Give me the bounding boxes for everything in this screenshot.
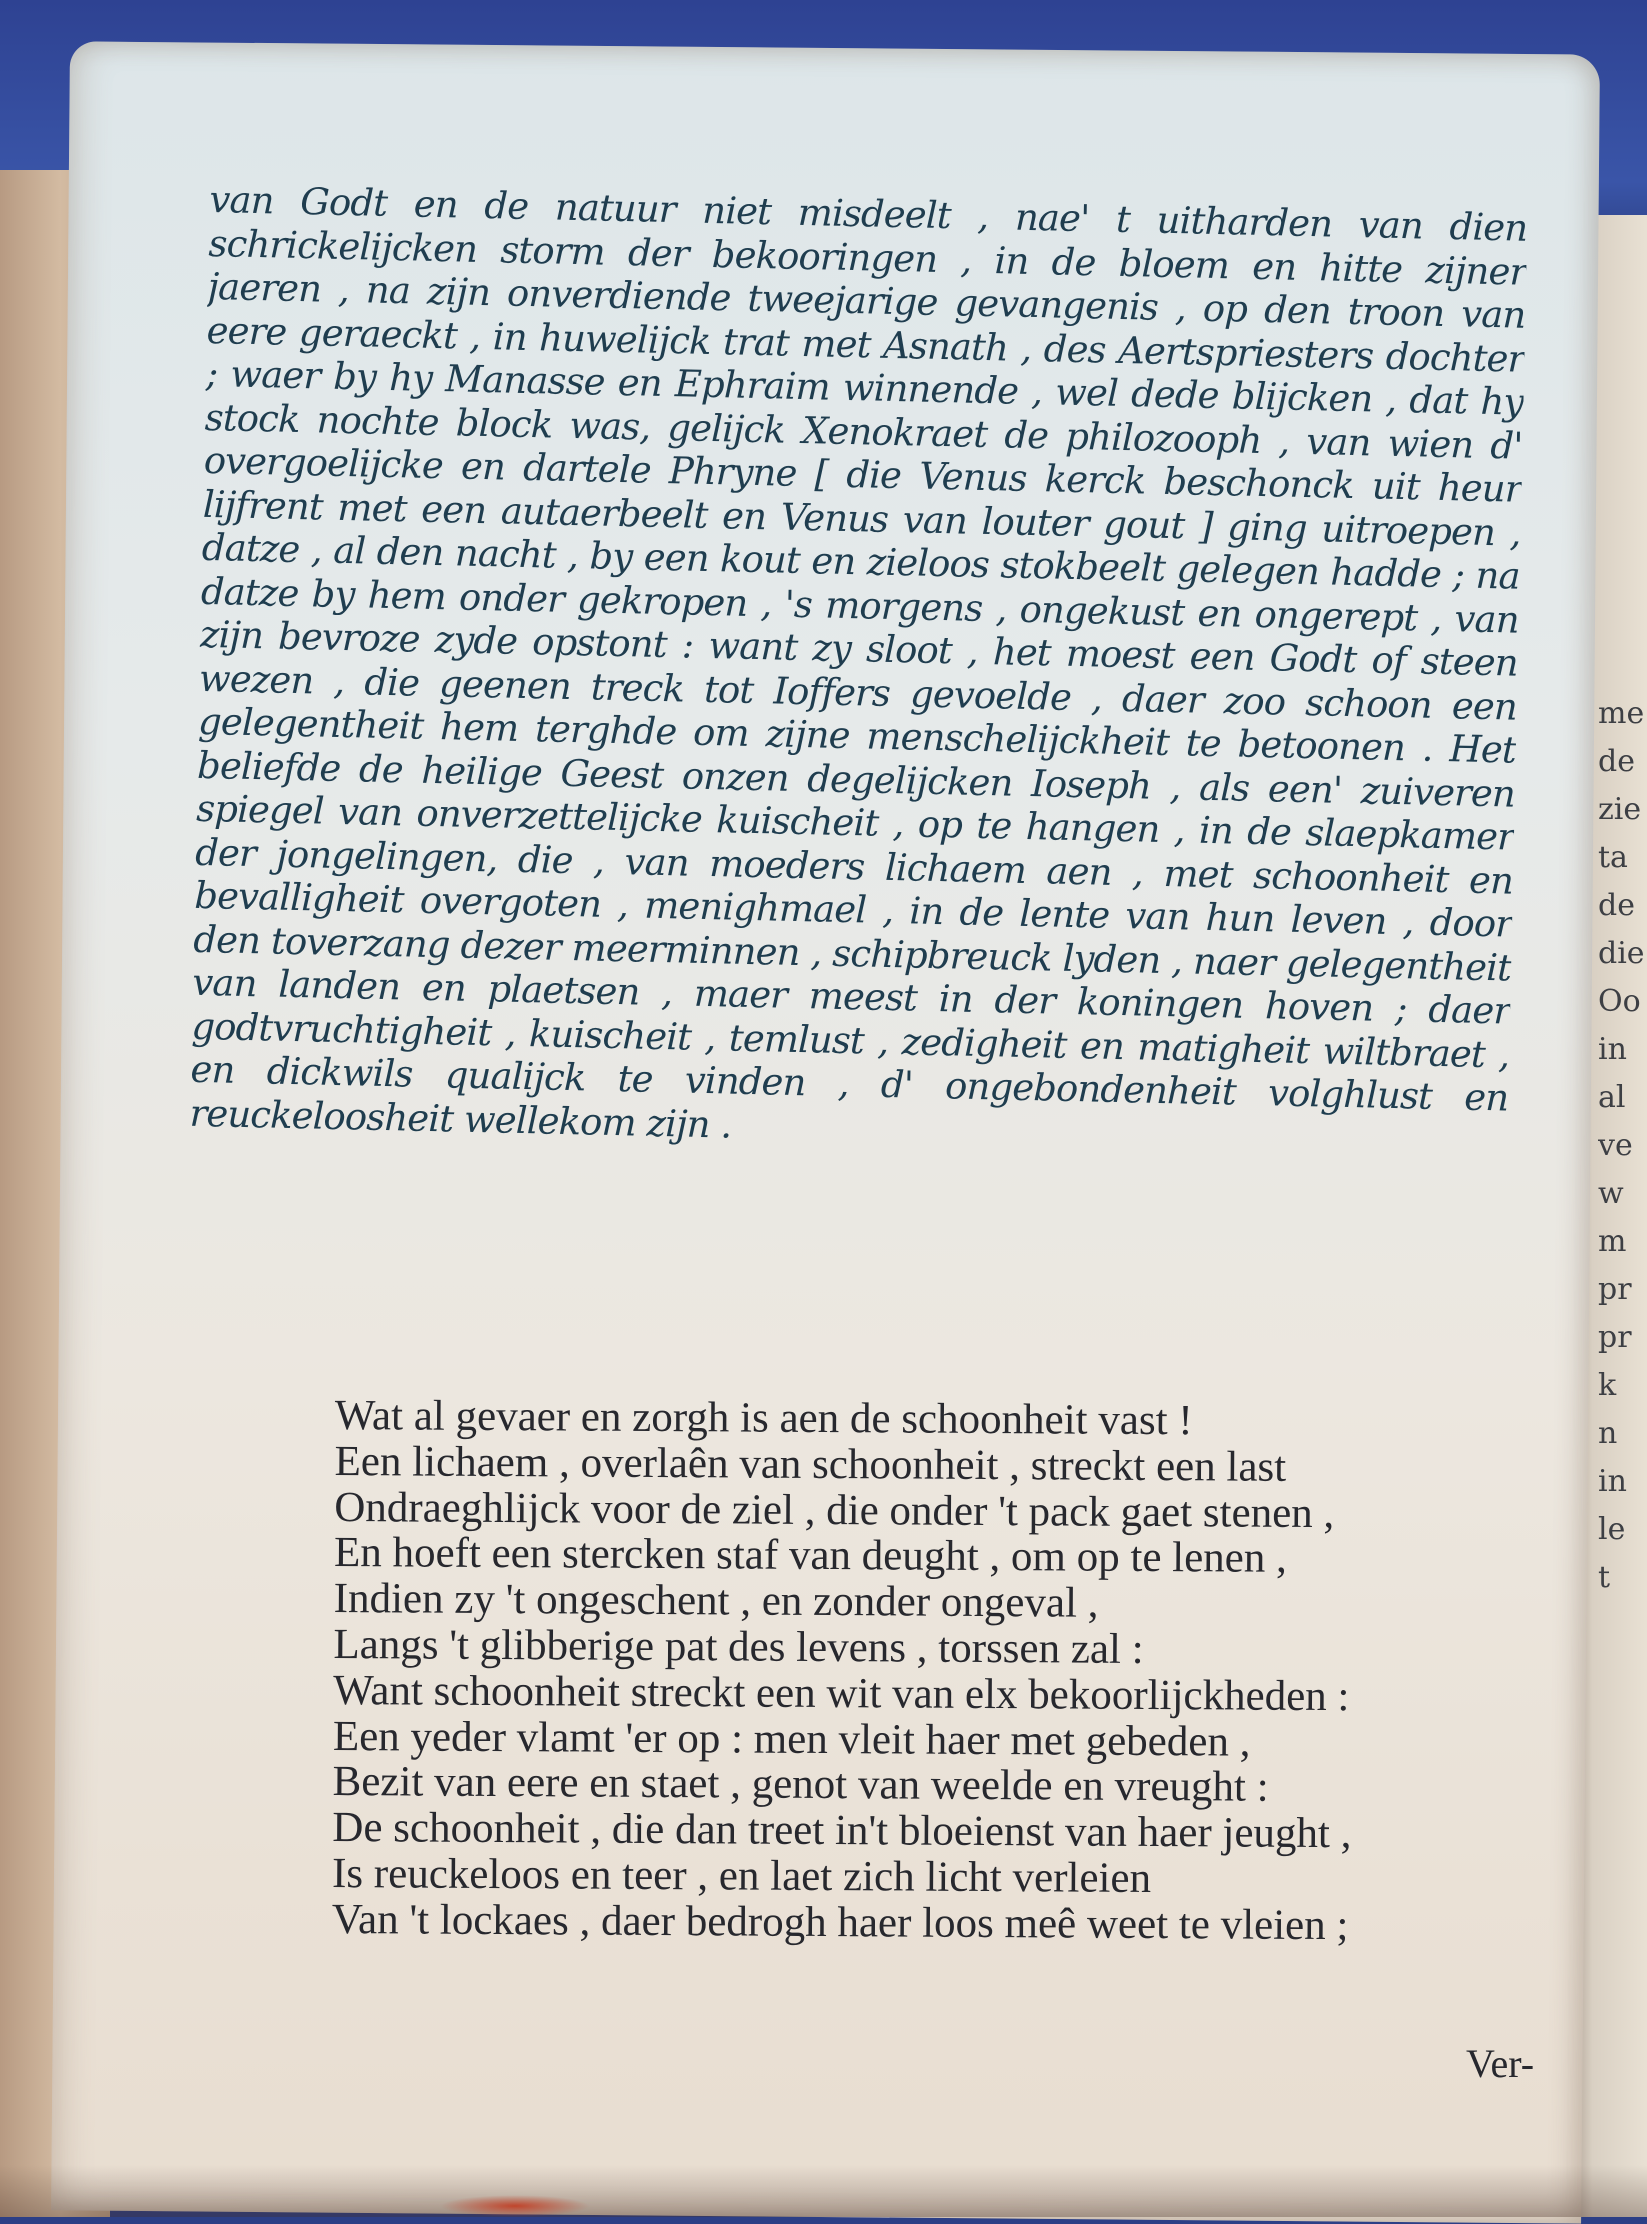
prose-paragraph: van Godt en de natuur niet misdeelt , nae' t uitharden van dien schrickelijcken storm der bekooringen , in de bloem en hitte zijner jaeren , na zijn onverdiende tweejarige gevangenis , op den troon van eere geraeckt , in huwelijck trat met Asnath , des Aertspriesters dochter ; waer by hy Manasse en Ephraim winnende , wel dede blijcken , dat hy stock nochte block was, gelijck Xenokraet de philozooph , van wien d' overgoelijcke en dartele Phryne [ die Venus kerck beschonck uit heur lijfrent met een autaerbeelt en Venus van louter gout ] ging uitroepen , datze , al den nacht , by een kout en zieloos stokbeelt gelegen hadde ; na datze by hem onder gekropen , 's morgens , ongekust en ongerept , van zijn bevroze zyde opstont : want zy sloot , het moest een Godt of steen wezen , die geenen treck tot Ioffers gevoelde , daer zoo schoon een gelegentheit hem terghde om zijne menschelijckheit te betoonen . Het beliefde de heilige Geest onzen degelijcken Ioseph , als een' zuiveren spiegel van onverzettelijcke kuischeit , op te hangen , in de slaepkamer der jongelingen, die , van moeders lichaem aen , met schoonheit en bevalligheit overgoten , menighmael , in de lente van hun leven , door den toverzang dezer meerminnen , schipbreuck lyden , naer gelegentheit van landen en plaetsen , maer meest in der koningen hoven ; daer godtvruchtigheit , kuischeit , temlust , zedigheit en matigheit wiltbraet , en dickwils qualijck te vinden , d' ongebondenheit volghlust en reuckeloosheit wellekom zijn . — [189, 178, 1528, 1147]
facing-page-text-fragments: me de zie ta de die Oo in al ve w m pr pr k n in le t — [1598, 696, 1645, 1595]
verse-line: Want schoonheit streckt een wit van elx bekoorlijckheden : — [333, 1666, 1350, 1720]
verse-line: Wat al gevaer en zorgh is aen de schoonheit vast ! — [334, 1392, 1193, 1445]
verse-line: Een lichaem , overlaên van schoonheit , streckt een last — [334, 1437, 1287, 1491]
catchword: Ver- — [1466, 2041, 1535, 2086]
verse-line: De schoonheit , die dan treet in't bloeienst van haer jeught , — [332, 1804, 1352, 1858]
verse-line: Ondraeghlijck voor de ziel , die onder 't pack gaet stenen , — [334, 1483, 1335, 1537]
bottom-shadow — [0, 2165, 1647, 2217]
verse-line: Een yeder vlamt 'er op : men vleit haer met gebeden , — [332, 1712, 1251, 1766]
red-edge-decoration — [440, 2195, 590, 2217]
verse-line: Indien zy 't ongeschent , en zonder ongeval , — [333, 1575, 1099, 1627]
verse-line: Is reuckeloos en teer , en laet zich licht verleien — [331, 1849, 1152, 1902]
verse-line: Bezit van eere en staet , genot van weelde en vreught : — [332, 1758, 1269, 1812]
verse-block — [332, 1393, 1560, 1950]
verse-line: Van 't lockaes , daer bedrogh haer loos meê weet te vleien ; — [331, 1895, 1349, 1949]
verse-line: En hoeft een stercken staf van deught , om op te lenen , — [333, 1529, 1288, 1583]
verse-line: Langs 't glibberige pat des levens , torssen zal : — [333, 1620, 1144, 1673]
